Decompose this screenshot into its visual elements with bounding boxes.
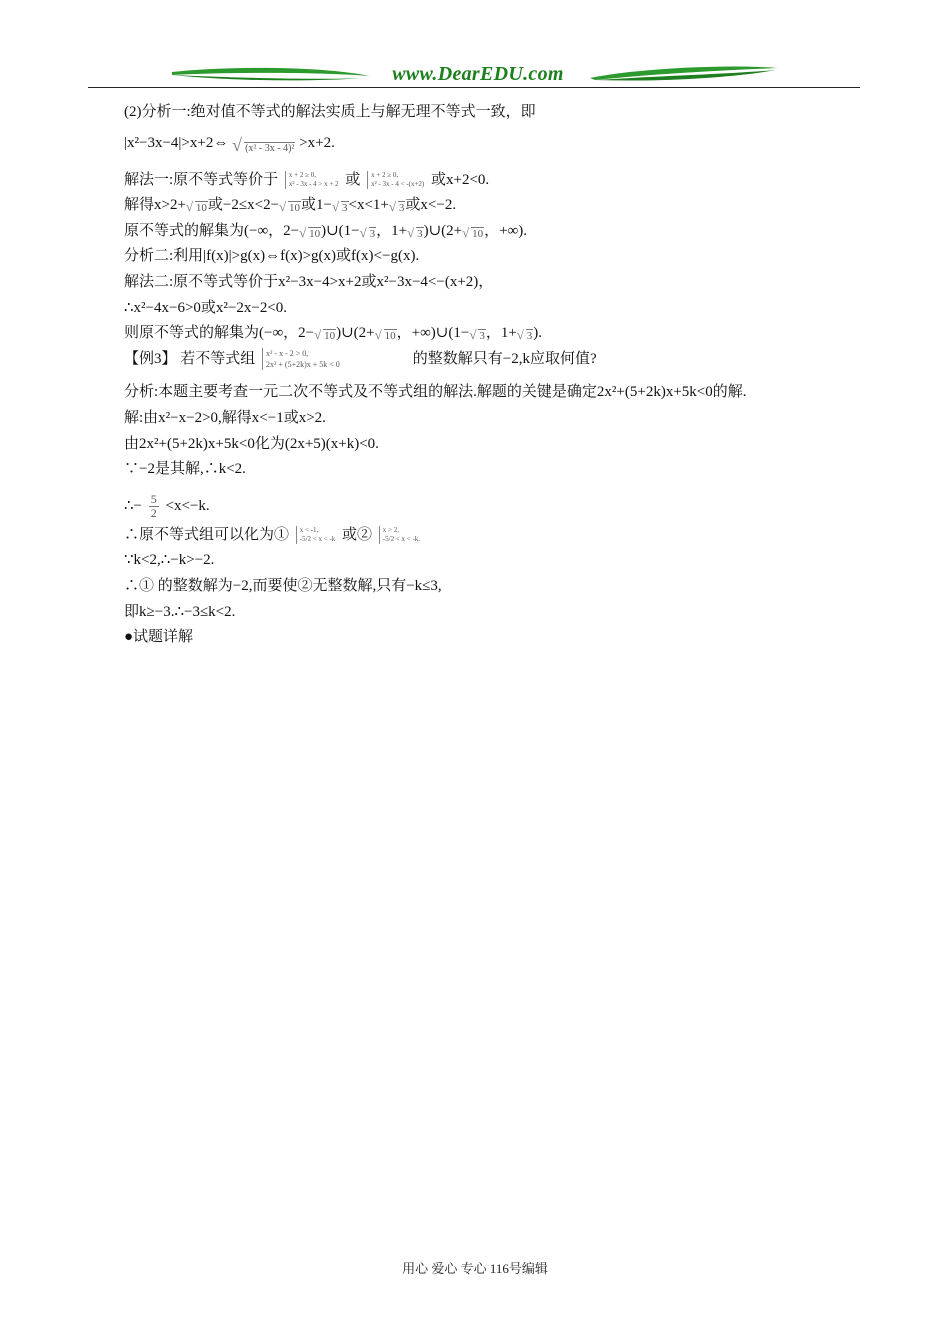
inequality-system [262, 348, 406, 370]
text-fragment: <x<−k. [165, 497, 210, 514]
text-fragment: 或x<−2. [405, 197, 457, 214]
text-fragment: <x<1+ [348, 197, 389, 214]
section-heading: ●试题详解 [124, 629, 194, 646]
text-fragment: 的整数解只有−2,k应取何值? [412, 350, 597, 367]
sqrt-radicand: 10 [195, 202, 207, 215]
inequality-system [367, 171, 424, 189]
fraction-denominator: 2 [150, 505, 157, 520]
text-fragment: >x+2. [299, 134, 335, 151]
sqrt-expression [360, 228, 377, 240]
text-fragment: 或−2≤x<2− [207, 197, 280, 214]
inequality-system [285, 171, 339, 189]
sqrt-expression [299, 228, 321, 240]
sqrt-expression [389, 202, 406, 214]
text-fragment: ，+∞)∪(1− [396, 325, 470, 342]
text-line: ∵k<2,∴−k>−2. [124, 552, 215, 569]
system-row: x < -1, [299, 526, 319, 535]
text-line: 解法二:原不等式等价于x²−3x−4>x+2或x²−3x−4<−(x+2)， [124, 273, 494, 290]
text-fragment: ，+∞). [484, 222, 528, 239]
sqrt-radicand: 3 [479, 330, 485, 343]
text-fragment: 或1− [301, 197, 333, 214]
inequality-system [379, 526, 420, 544]
text-fragment: )∪(2+ [336, 325, 375, 342]
system-row: x² - x - 2 > 0, [266, 349, 309, 359]
sqrt-expression [314, 330, 336, 342]
sqrt-radicand: 3 [398, 202, 405, 215]
sqrt-radicand: 10 [324, 330, 336, 343]
system-row: 2x² + (5+2k)x + 5k < 0 [266, 360, 340, 370]
text-fragment: ，1+ [485, 325, 517, 342]
text-line: 即k≥−3.∴−3≤k<2. [124, 603, 236, 620]
spacer [124, 160, 844, 168]
site-name: www.DearEDU.com [392, 63, 564, 85]
site-logo-banner [170, 62, 780, 88]
text-line [124, 523, 844, 549]
system-row: -5/2 < x < -k. [382, 535, 421, 544]
sqrt-radicand: (x² - 3x - 4)² [245, 142, 295, 154]
text-line: ∵−2是其解,∴k<2. [124, 461, 246, 478]
sqrt-radicand: 10 [289, 202, 301, 215]
sqrt-expression [186, 202, 208, 214]
spacer [124, 372, 844, 380]
system-row: x + 2 ≥ 0, [371, 171, 399, 180]
text-fragment: 或② [342, 526, 373, 543]
text-fragment: )∪(2+ [423, 222, 463, 239]
text-line: 由2x²+(5+2k)x+5k<0化为(2x+5)(x+k)<0. [124, 435, 379, 452]
text-fragment: 解得x>2+ [124, 197, 186, 214]
text-fragment: 则原不等式的解集为(−∞，2− [124, 325, 315, 342]
text-fragment: ，1+ [376, 222, 408, 239]
text-fragment: )∪(1− [321, 222, 360, 239]
text-line: (2)分析一:绝对值不等式的解法实质上与解无理不等式一致，即 [124, 104, 536, 120]
sqrt-expression [232, 143, 295, 155]
text-line: 分析二:利用|f(x)|>g(x)⇔f(x)>g(x)或f(x)<−g(x). [124, 248, 420, 265]
sqrt-expression [462, 228, 484, 240]
system-row: x² - 3x - 4 > x + 2 [288, 180, 339, 189]
system-row: x² - 3x - 4 < -(x+2) [371, 180, 425, 189]
text-line [124, 126, 844, 160]
sqrt-expression [375, 330, 397, 342]
text-line [124, 321, 844, 347]
sqrt-radicand: 3 [417, 227, 423, 240]
text-fragment: 或 [345, 171, 361, 188]
text-line [124, 193, 844, 219]
text-fragment: ∴原不等式组可以化为① [124, 526, 290, 543]
text-fragment: 解法一:原不等式等价于 [124, 171, 279, 188]
text-line [124, 347, 844, 373]
text-line [124, 489, 844, 523]
sqrt-expression [407, 228, 424, 240]
text-fragment: 原不等式的解集为(−∞，2− [124, 222, 300, 239]
text-line: ∴x²−4x−6>0或x²−2x−2<0. [124, 299, 288, 316]
sqrt-radicand: 3 [369, 227, 376, 240]
fraction [149, 493, 159, 520]
sqrt-radicand: 10 [384, 330, 396, 343]
example-label: 【例3】 若不等式组 [124, 350, 256, 367]
page-footer: 用心 爱心 专心 116号编辑 [402, 1261, 548, 1276]
sqrt-expression [279, 202, 301, 214]
sqrt-radicand: 3 [342, 202, 348, 215]
fraction-numerator: 5 [150, 491, 157, 506]
sqrt-radicand: 10 [472, 227, 484, 240]
text-fragment: 或x+2<0. [431, 171, 490, 188]
text-line [124, 168, 844, 194]
header-divider [88, 87, 860, 88]
system-row: x > 2, [382, 526, 399, 535]
text-line: 分析:本题主要考查一元二次不等式及不等式组的解法.解题的关键是确定2x²+(5+2k)x+5k<0的解. [124, 384, 747, 401]
inequality-system [296, 526, 336, 544]
sqrt-expression [332, 202, 349, 214]
sqrt-radicand: 10 [309, 227, 321, 240]
system-row: x + 2 ≥ 0, [288, 171, 316, 180]
system-row: -5/2 < x < -k [299, 535, 336, 544]
text-fragment: ∴− [124, 497, 143, 514]
solution-body [124, 100, 844, 651]
sqrt-expression [469, 330, 486, 342]
sqrt-radicand: 3 [526, 330, 533, 343]
text-line: ∴① 的整数解为−2,而要使②无整数解,只有−k≤3, [124, 577, 442, 594]
text-fragment: |x²−3x−4|>x+2⇔ [124, 134, 229, 151]
sqrt-expression [517, 330, 534, 342]
text-fragment: ). [533, 325, 543, 342]
text-line: 解:由x²−x−2>0,解得x<−1或x>2. [124, 409, 326, 426]
text-line [124, 219, 844, 245]
